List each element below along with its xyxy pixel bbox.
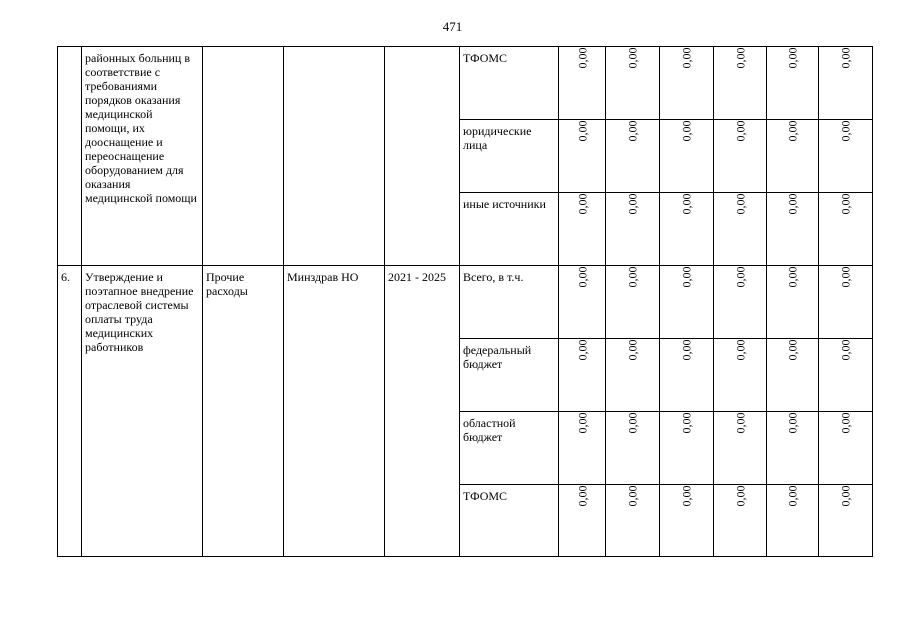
period-cell [385,47,460,266]
period-cell: 2021 - 2025 [385,266,460,557]
funding-source-cell: ТФОМС [460,47,559,120]
funding-source-cell: иные источники [460,193,559,266]
amount-value: 0,00 [575,47,589,69]
amount-cell [606,193,660,266]
amount-cell [767,339,819,412]
measure-description-cell: Утверждение и поэтапное внедрение отраслевой системы оплаты труда медицинских работников [82,266,203,557]
row-index-cell: 6. [58,266,82,557]
amount-cell [559,485,606,557]
amount-value: 0,00 [838,266,853,288]
amount-value: 0,00 [838,47,853,69]
amount-value: 0,00 [679,120,694,142]
amount-cell [819,47,873,120]
amount-cell [714,193,767,266]
amount-cell [660,485,714,557]
amount-cell [714,339,767,412]
expense-type-cell [203,47,284,266]
amount-cell [767,412,819,485]
amount-cell [559,47,606,120]
amount-cell [559,412,606,485]
expense-type-cell: Прочие расходы [203,266,284,557]
amount-value: 0,00 [575,193,589,215]
amount-cell [714,412,767,485]
amount-value: 0,00 [679,193,694,215]
amount-cell [606,339,660,412]
amount-cell [559,339,606,412]
amount-value: 0,00 [785,120,800,142]
amount-cell [819,266,873,339]
funding-source-cell: областной бюджет [460,412,559,485]
amount-value: 0,00 [785,47,800,69]
amount-value: 0,00 [733,485,747,507]
amount-value: 0,00 [679,412,694,434]
amount-value: 0,00 [785,266,800,288]
amount-value: 0,00 [785,485,800,507]
amount-value: 0,00 [625,339,640,361]
row-index-cell [58,47,82,266]
amount-value: 0,00 [625,485,640,507]
amount-cell [714,485,767,557]
amount-value: 0,00 [785,339,800,361]
amount-cell [767,485,819,557]
amount-value: 0,00 [625,412,640,434]
amount-cell [714,47,767,120]
amount-cell [819,120,873,193]
amount-value: 0,00 [838,485,853,507]
funding-source-cell: юридические лица [460,120,559,193]
amount-value: 0,00 [733,266,747,288]
amount-cell [714,120,767,193]
table-row [58,266,873,339]
amount-cell [606,47,660,120]
amount-cell [660,339,714,412]
page-number: 471 [442,19,463,34]
funding-source-cell: федеральный бюджет [460,339,559,412]
funding-source-cell: Всего, в т.ч. [460,266,559,339]
amount-value: 0,00 [679,485,694,507]
amount-value: 0,00 [733,412,747,434]
amount-value: 0,00 [838,193,853,215]
amount-cell [660,412,714,485]
amount-value: 0,00 [679,266,694,288]
amount-cell [660,47,714,120]
amount-value: 0,00 [838,412,853,434]
amount-cell [819,412,873,485]
amount-cell [660,266,714,339]
measure-description-cell: районных больниц в соответствие с требованиями порядков оказания медицинской помощи, их дооснащение и переоснащение оборудованием для оказания медицинской помощи [82,47,203,266]
amount-cell [559,266,606,339]
amount-value: 0,00 [679,339,694,361]
amount-value: 0,00 [625,266,640,288]
amount-cell [660,120,714,193]
program-table [57,46,873,557]
amount-value: 0,00 [785,193,800,215]
funding-source-cell: ТФОМС [460,485,559,557]
amount-cell [767,120,819,193]
amount-value: 0,00 [575,266,589,288]
amount-value: 0,00 [625,47,640,69]
executor-cell [284,47,385,266]
amount-value: 0,00 [838,339,853,361]
amount-value: 0,00 [733,120,747,142]
amount-value: 0,00 [625,120,640,142]
amount-value: 0,00 [733,339,747,361]
amount-cell [819,339,873,412]
amount-value: 0,00 [575,120,589,142]
amount-cell [767,47,819,120]
amount-cell [767,266,819,339]
amount-value: 0,00 [733,47,747,69]
amount-cell [559,120,606,193]
amount-cell [606,120,660,193]
amount-cell [606,412,660,485]
executor-cell: Минздрав НО [284,266,385,557]
amount-cell [767,193,819,266]
amount-value: 0,00 [838,120,853,142]
amount-value: 0,00 [785,412,800,434]
amount-cell [559,193,606,266]
amount-value: 0,00 [575,339,589,361]
amount-cell [819,193,873,266]
amount-cell [660,193,714,266]
amount-cell [606,485,660,557]
table-row [58,47,873,120]
amount-cell [714,266,767,339]
amount-value: 0,00 [679,47,694,69]
amount-value: 0,00 [575,412,589,434]
amount-value: 0,00 [733,193,747,215]
amount-value: 0,00 [625,193,640,215]
amount-cell [819,485,873,557]
amount-cell [606,266,660,339]
amount-value: 0,00 [575,485,589,507]
